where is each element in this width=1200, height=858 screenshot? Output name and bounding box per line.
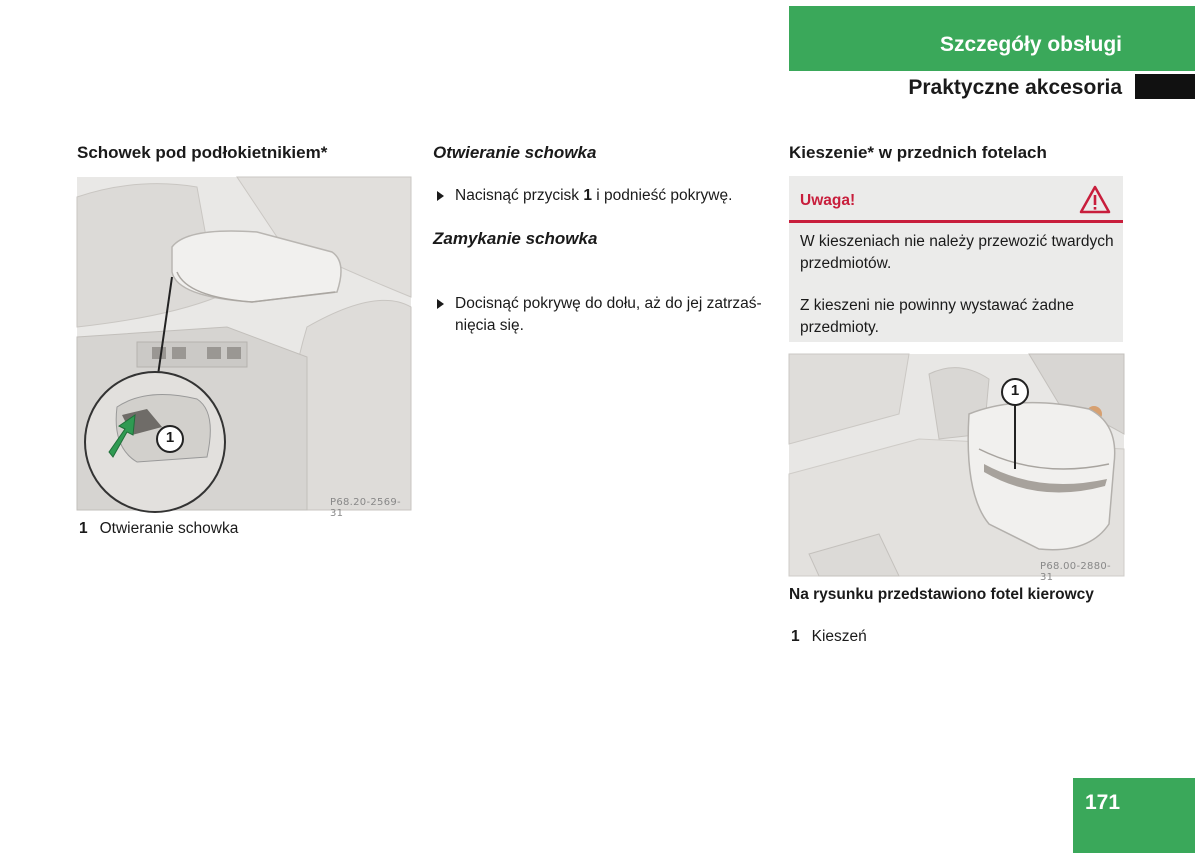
section-title: Szczegóły obsługi <box>789 6 1195 71</box>
legend-item <box>79 518 238 540</box>
step-button-ref: 1 <box>583 187 592 204</box>
callout-number-1: 1 <box>165 429 175 446</box>
bullet-arrow-icon <box>437 299 444 309</box>
close-compartment-heading: Zamykanie schowka <box>433 229 598 248</box>
warning-title: Uwaga! <box>800 192 856 209</box>
step-text: Nacisnąć przycisk <box>455 187 584 204</box>
warning-line: W kieszeniach nie należy przewozić twardych <box>800 233 1114 250</box>
warning-line: Z kieszeni nie powinny wystawać żadne <box>800 297 1074 314</box>
subsection-title: Praktyczne akcesoria <box>908 76 1122 99</box>
figure-caption: Na rysunku przedstawiono fotel kierowcy <box>789 586 1094 603</box>
warning-text <box>800 231 1118 339</box>
page-number: 171 <box>1073 778 1195 853</box>
armrest-illustration <box>77 177 411 519</box>
armrest-compartment-heading: Schowek pod podłokietnikiem* <box>77 143 328 162</box>
callout-number-1: 1 <box>1010 382 1020 399</box>
figure-code: P68.00-2880-31 <box>1040 561 1111 583</box>
close-step <box>435 293 795 337</box>
seat-pocket-drawing <box>789 354 1124 576</box>
open-step <box>435 185 795 207</box>
bullet-arrow-icon <box>437 191 444 201</box>
open-compartment-heading: Otwieranie schowka <box>433 143 597 162</box>
seat-pockets-heading: Kieszenie* w przednich fotelach <box>789 143 1047 162</box>
warning-line: przedmiotów. <box>800 255 892 272</box>
warning-triangle-icon <box>1078 184 1112 216</box>
step-text: i podnieść pokrywę. <box>591 187 733 204</box>
section-tab-marker <box>1135 74 1195 99</box>
legend-text: Kieszeń <box>811 628 867 645</box>
warning-divider <box>789 220 1123 223</box>
step-text-line: Docisnąć pokrywę do dołu, aż do jej zatrzaś- <box>455 295 762 312</box>
warning-box <box>789 176 1123 342</box>
figure-code: P68.20-2569-31 <box>330 497 401 519</box>
armrest-drawing <box>77 177 411 510</box>
seat-pocket-illustration <box>789 354 1124 583</box>
legend-number: 1 <box>79 520 88 537</box>
step-text-line: nięcia się. <box>455 317 524 334</box>
legend-item <box>791 626 867 648</box>
legend-text: Otwieranie schowka <box>99 520 239 537</box>
legend-number: 1 <box>791 628 800 645</box>
warning-line: przedmioty. <box>800 319 879 336</box>
